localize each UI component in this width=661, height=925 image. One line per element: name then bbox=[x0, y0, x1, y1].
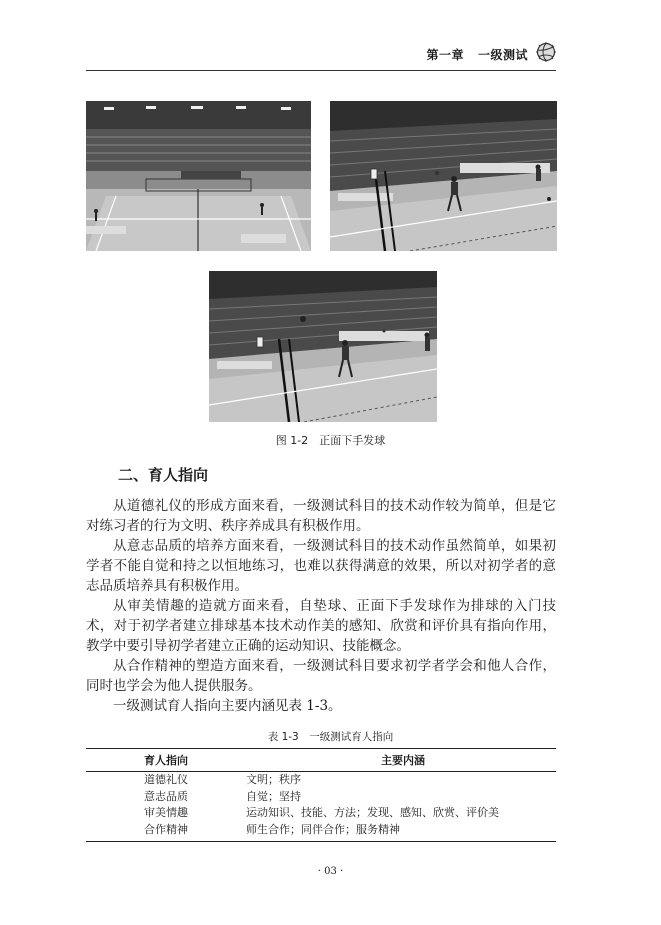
education-orientation-table bbox=[86, 748, 556, 842]
table-header-cell: 育人指向 bbox=[86, 749, 246, 772]
table-header-cell: 主要内涵 bbox=[246, 749, 556, 772]
table-row bbox=[86, 822, 556, 842]
table-cell: 运动知识、技能、方法；发现、感知、欣赏、评价美 bbox=[246, 806, 499, 819]
section-heading: 二、育人指向 bbox=[118, 466, 209, 484]
table-row bbox=[86, 772, 556, 789]
page-number: · 03 · bbox=[317, 866, 344, 877]
table-cell: 合作精神 bbox=[86, 822, 246, 842]
paragraph: 从审美情趣的造就方面来看，自垫球、正面下手发球作为排球的入门技术，对于初学者建立排球基本技术动作美的感知、欣赏和评价具有指向作用，教学中要引导初学者建立正确的运动知识、技能概念。 bbox=[86, 598, 556, 654]
table-cell: 意志品质 bbox=[144, 789, 188, 803]
paragraph: 从合作精神的塑造方面来看，一级测试科目要求初学者学会和他人合作，同时也学会为他人提供服务。 bbox=[86, 658, 556, 694]
table-caption: 表 1-3 一级测试育人指向 bbox=[267, 731, 394, 743]
header-chapter: 第一章 bbox=[426, 48, 464, 62]
serve-preparation-photo bbox=[330, 101, 557, 251]
table-cell: 自觉；坚持 bbox=[246, 789, 301, 803]
header-title: 一级测试 bbox=[477, 48, 528, 62]
table-header-row bbox=[86, 749, 556, 772]
serve-contact-photo bbox=[209, 271, 437, 422]
table-row bbox=[86, 789, 556, 806]
arena-overview-photo bbox=[86, 101, 311, 251]
table-row bbox=[86, 805, 556, 822]
paragraph: 从意志品质的培养方面来看，一级测试科目的技术动作虽然简单，如果初学者不能自觉和持之以恒地练习，也难以获得满意的效果，所以对初学者的意志品质培养具有积极作用。 bbox=[86, 538, 556, 594]
body-text bbox=[86, 496, 556, 716]
paragraph: 从道德礼仪的形成方面来看，一级测试科目的技术动作较为简单，但是它对练习者的行为文明、秩序养成具有积极作用。 bbox=[86, 498, 556, 534]
running-header bbox=[86, 42, 556, 71]
table-cell: 师生合作；同伴合作；服务精神 bbox=[246, 822, 556, 842]
paragraph: 一级测试育人指向主要内涵见表 1-3。 bbox=[113, 698, 342, 714]
header-text bbox=[426, 46, 528, 63]
figure-caption: 图 1-2 正面下手发球 bbox=[275, 434, 386, 447]
volleyball-icon bbox=[536, 42, 556, 62]
table-cell: 道德礼仪 bbox=[144, 773, 188, 786]
table-cell: 审美情趣 bbox=[144, 806, 188, 819]
table-cell: 文明；秩序 bbox=[246, 773, 301, 786]
